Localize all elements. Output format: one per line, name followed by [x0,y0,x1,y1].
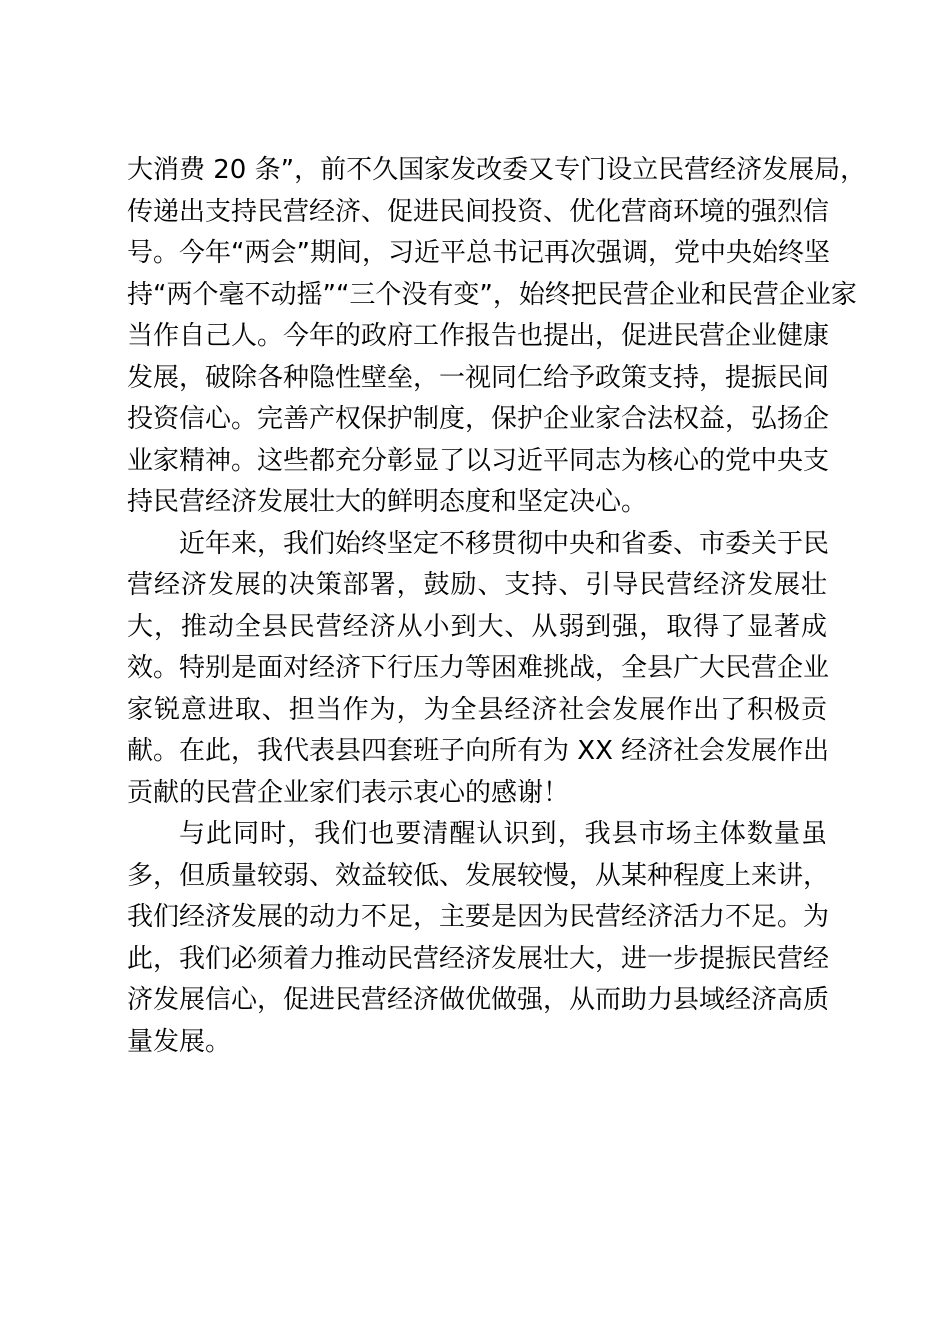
text-line: 号。今年“两会”期间，习近平总书记再次强调，党中央始终坚 [127,238,830,268]
text-line: 效。特别是面对经济下行压力等困难挑战，全县广大民营企业 [127,653,830,683]
text-line: 持民营经济发展壮大的鲜明态度和坚定决心。 [127,487,648,517]
paragraph-3 [127,814,830,1063]
text-line: 业家精神。这些都充分彰显了以习近平同志为核心的党中央支 [127,445,830,476]
text-line: 大，推动全县民营经济从小到大、从弱到强，取得了显著成 [127,611,827,642]
text-line: 投资信心。完善产权保护制度，保护企业家合法权益，弘扬企 [127,404,830,434]
text-line: 持“两个毫不动摇”“三个没有变”，始终把民营企业和民营企业家 [127,279,857,310]
text-line: 当作自己人。今年的政府工作报告也提出，促进民营企业健康 [127,321,830,351]
text-line: 与此同时，我们也要清醒认识到，我县市场主体数量虽 [179,819,827,849]
text-line: 传递出支持民营经济、促进民间投资、优化营商环境的强烈信 [127,196,830,227]
text-line: 多，但质量较弱、效益较低、发展较慢，从某种程度上来讲， [127,860,830,891]
text-line: 量发展。 [127,1026,232,1057]
text-line: 济发展信心，促进民营经济做优做强，从而助力县域经济高质 [127,985,830,1015]
text-line: 发展，破除各种隐性壁垒，一视同仁给予政策支持，提振民间 [127,362,830,393]
text-line: 献。在此，我代表县四套班子向所有为 XX 经济社会发展作出 [127,736,830,766]
body-text [127,150,867,1063]
text-line: 此，我们必须着力推动民营经济发展壮大，进一步提振民营经 [127,943,830,974]
text-line: 贡献的民营企业家们表示衷心的感谢！ [127,777,570,808]
text-line: 大消费 20 条”，前不久国家发改委又专门设立民营经济发展局， [127,155,867,185]
text-line: 营经济发展的决策部署，鼓励、支持、引导民营经济发展壮 [127,570,827,600]
paragraph-2 [127,524,830,815]
text-line: 我们经济发展的动力不足，主要是因为民营经济活力不足。为 [127,902,830,932]
text-line: 近年来，我们始终坚定不移贯彻中央和省委、市委关于民 [179,528,830,559]
paragraph-1 [127,150,867,524]
text-line: 家锐意进取、担当作为，为全县经济社会发展作出了积极贡 [127,694,827,725]
